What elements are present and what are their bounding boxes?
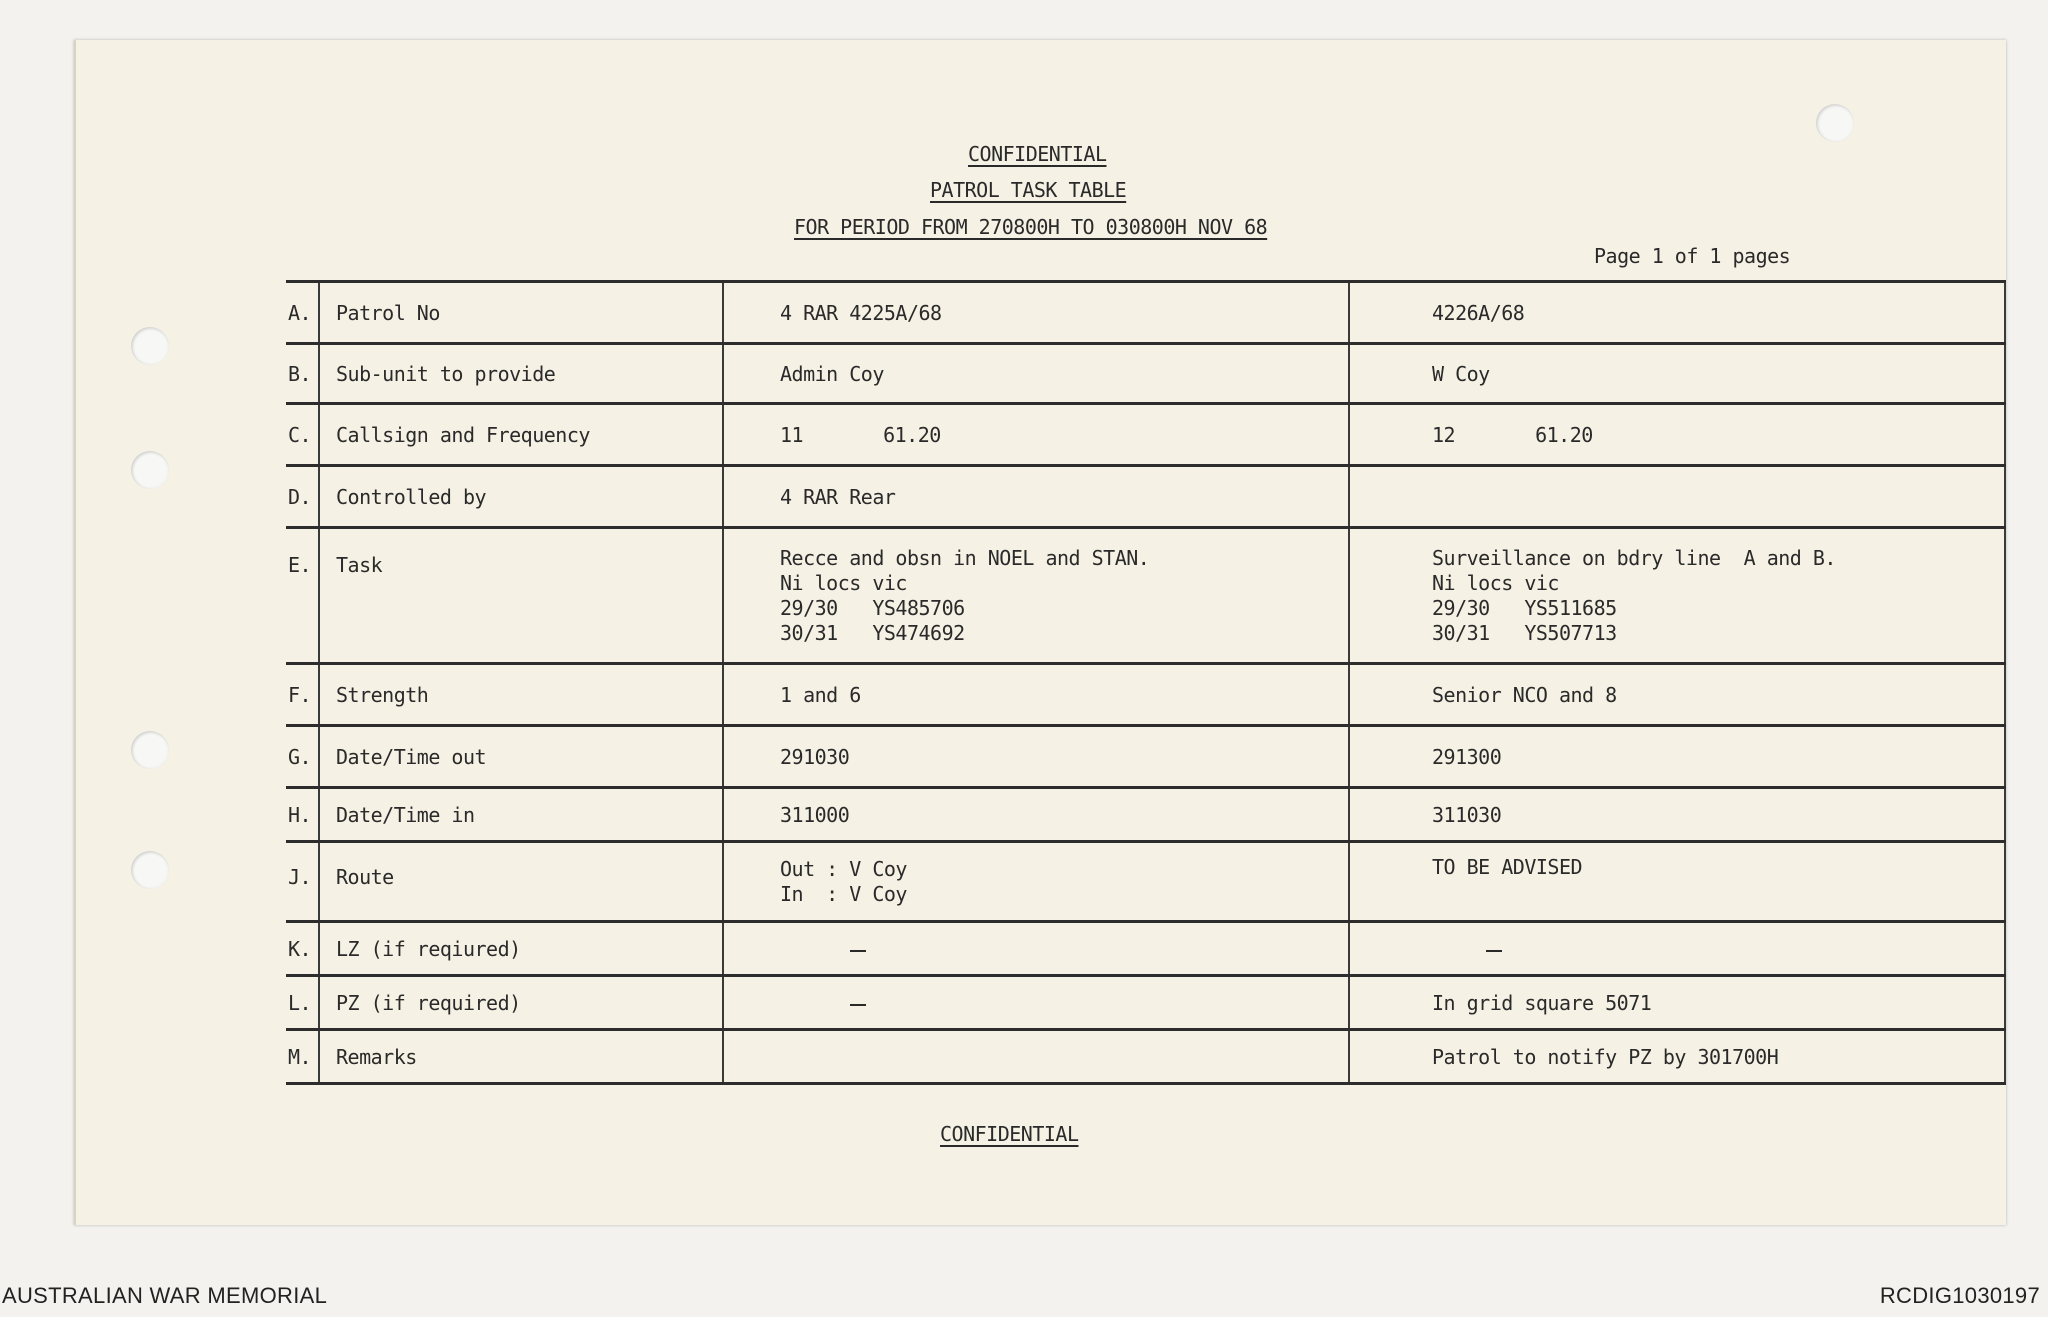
cell-col1: 4 RAR 4225A/68 [723, 282, 1349, 344]
table-row [286, 726, 2005, 788]
table-row [286, 976, 2005, 1030]
frequency: 61.20 [883, 422, 941, 447]
punch-hole-3 [131, 731, 169, 769]
row-letter: E. [286, 528, 319, 664]
table-row [286, 664, 2005, 726]
table-row [286, 466, 2005, 528]
table-row [286, 788, 2005, 842]
row-letter: K. [286, 922, 319, 976]
table-row [286, 842, 2005, 922]
row-letter: C. [286, 404, 319, 466]
row-letter: L. [286, 976, 319, 1030]
row-label: Callsign and Frequency [319, 404, 723, 466]
cell-col1: 1 and 6 [723, 664, 1349, 726]
table-row [286, 344, 2005, 404]
cell-col1: 4 RAR Rear [723, 466, 1349, 528]
row-letter: G. [286, 726, 319, 788]
cell-col2: 4226A/68 [1349, 282, 2005, 344]
cell-col1: Out : V Coy In : V Coy [723, 842, 1349, 922]
cell-col2: W Coy [1349, 344, 2005, 404]
page-number: Page 1 of 1 pages [1594, 244, 1791, 268]
archive-credit: AUSTRALIAN WAR MEMORIAL [2, 1283, 328, 1308]
cell-col1: 291030 [723, 726, 1349, 788]
row-letter: D. [286, 466, 319, 528]
callsign: 12 [1432, 422, 1456, 447]
cell-col2: 311030 [1349, 788, 2005, 842]
row-label: Controlled by [319, 466, 723, 528]
punch-hole-4 [131, 851, 169, 889]
row-label: Date/Time in [319, 788, 723, 842]
classification-footer: CONFIDENTIAL [940, 1122, 1079, 1146]
row-label: PZ (if required) [319, 976, 723, 1030]
row-letter: H. [286, 788, 319, 842]
cell-col1 [723, 976, 1349, 1030]
row-letter: J. [286, 842, 319, 922]
archive-id: RCDIG1030197 [1879, 1283, 2040, 1308]
cell-col1 [723, 404, 1349, 466]
cell-col2: TO BE ADVISED [1349, 842, 2005, 922]
cell-col2: Patrol to notify PZ by 301700H [1349, 1030, 2005, 1084]
frequency: 61.20 [1535, 422, 1593, 447]
cell-col2: 291300 [1349, 726, 2005, 788]
row-letter: M. [286, 1030, 319, 1084]
cell-col1: Recce and obsn in NOEL and STAN. Ni locs vic 29/30 YS485706 30/31 YS474692 [723, 528, 1349, 664]
row-letter: B. [286, 344, 319, 404]
cell-col2 [1349, 466, 2005, 528]
row-letter: F. [286, 664, 319, 726]
table-row [286, 282, 2005, 344]
cell-col1: 311000 [723, 788, 1349, 842]
callsign: 11 [780, 422, 804, 447]
cell-col2: Senior NCO and 8 [1349, 664, 2005, 726]
row-label: Remarks [319, 1030, 723, 1084]
row-label: Date/Time out [319, 726, 723, 788]
table-row [286, 528, 2005, 664]
cell-col2: In grid square 5071 [1349, 976, 2005, 1030]
document-page [74, 40, 2006, 1225]
cell-col1 [723, 922, 1349, 976]
row-letter: A. [286, 282, 319, 344]
dash-mark [1486, 950, 1502, 952]
cell-col2 [1349, 922, 2005, 976]
patrol-task-table [286, 280, 2006, 1085]
row-label: Sub-unit to provide [319, 344, 723, 404]
punch-hole-1 [131, 327, 169, 365]
row-label: Patrol No [319, 282, 723, 344]
period-subtitle: FOR PERIOD FROM 270800H TO 030800H NOV 68 [794, 215, 1268, 239]
punch-hole-top-right [1816, 104, 1854, 142]
dash-mark [850, 950, 866, 952]
cell-col1 [723, 1030, 1349, 1084]
table-row [286, 404, 2005, 466]
row-label: LZ (if reqiured) [319, 922, 723, 976]
document-title: PATROL TASK TABLE [930, 178, 1127, 202]
row-label: Route [319, 842, 723, 922]
cell-col2 [1349, 404, 2005, 466]
cell-col1: Admin Coy [723, 344, 1349, 404]
table-row [286, 922, 2005, 976]
row-label: Strength [319, 664, 723, 726]
classification-header: CONFIDENTIAL [968, 142, 1107, 166]
row-label: Task [319, 528, 723, 664]
table-row [286, 1030, 2005, 1084]
dash-mark [850, 1004, 866, 1006]
punch-hole-2 [131, 451, 169, 489]
cell-col2: Surveillance on bdry line A and B. Ni locs vic 29/30 YS511685 30/31 YS507713 [1349, 528, 2005, 664]
